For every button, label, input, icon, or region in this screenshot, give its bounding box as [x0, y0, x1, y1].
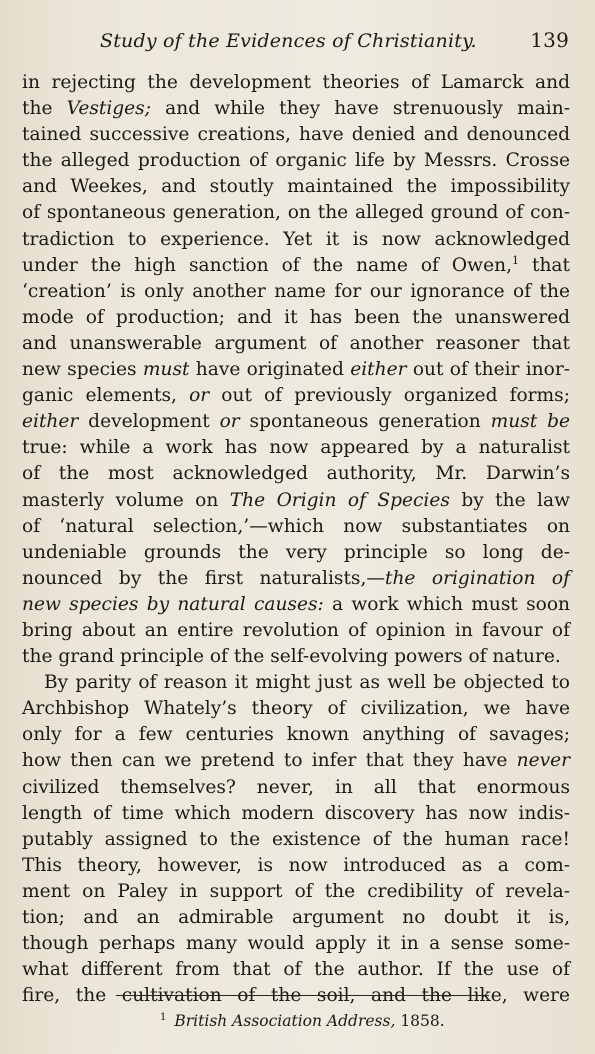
text-line — [22, 461, 570, 487]
text-line — [22, 383, 570, 409]
line-text: though perhaps many would apply it in a sense some- — [22, 933, 570, 955]
body-text — [22, 70, 570, 1009]
text-line — [22, 227, 570, 253]
line-text: fire, the cultivation of the soil, and the like, were — [22, 985, 570, 1007]
italic-text: the origination of — [384, 567, 570, 589]
line-text: the — [22, 98, 67, 120]
footnote-year: 1858. — [395, 1012, 445, 1030]
text-line — [22, 853, 570, 879]
line-text: tained successive creations, have denied and denounced — [22, 124, 570, 146]
italic-text: The Origin of Species — [229, 489, 450, 511]
line-text: the alleged production of organic life by Messrs. Crosse — [22, 150, 570, 172]
text-line — [22, 331, 570, 357]
text-line — [22, 879, 570, 905]
line-text: By parity of reason it might just as well be objected to — [44, 672, 570, 694]
running-head-title: Study of the Evidences of Christianity. — [100, 30, 477, 52]
text-line — [22, 96, 570, 122]
line-text: out of their inor- — [406, 359, 570, 381]
line-text: in rejecting the development theories of Lamarck and — [22, 72, 570, 93]
text-line — [22, 305, 570, 331]
line-text: length of time which modern discovery has now indis- — [22, 802, 570, 824]
text-line — [22, 357, 570, 383]
text-line — [22, 696, 570, 722]
italic-text: must — [142, 359, 190, 381]
line-text: mode of production; and it has been the unanswered — [22, 306, 570, 328]
text-line — [22, 174, 570, 200]
line-text: the grand principle of the self-evolving powers of nature. — [22, 646, 561, 668]
italic-text: either — [22, 411, 79, 433]
text-line — [22, 540, 570, 566]
text-line — [22, 827, 570, 853]
text-line — [22, 644, 570, 670]
line-text: masterly volume on — [22, 489, 230, 511]
italic-text: new species by natural causes: — [22, 593, 324, 615]
line-text: Archbishop Whately’s theory of civilization, we have — [22, 698, 570, 720]
text-line — [22, 514, 570, 540]
line-text: and unanswerable argument of another reasoner that — [22, 332, 570, 354]
text-line — [22, 409, 570, 435]
line-text: of ‘natural selection,’—which now substantiates on — [22, 515, 570, 537]
page-number: 139 — [530, 28, 569, 52]
line-text: have originated — [189, 359, 351, 381]
text-line — [22, 122, 570, 148]
text-line — [22, 670, 570, 696]
footnote-text: British Association Address, — [174, 1012, 396, 1030]
text-line — [22, 488, 570, 514]
line-text: civilized themselves? never, in all that enormous — [22, 776, 570, 798]
text-line — [22, 931, 570, 957]
italic-text: or — [219, 411, 240, 433]
line-text: nounced by the first naturalists,— — [22, 567, 385, 589]
footnote-marker: 1 — [160, 1011, 167, 1023]
line-text: This theory, however, is now introduced as a com- — [22, 854, 570, 876]
line-text: ment on Paley in support of the credibility of revela- — [22, 880, 570, 902]
line-text: of spontaneous generation, on the alleged ground of con- — [22, 202, 570, 224]
line-text: out of previously organized forms; — [209, 385, 570, 407]
text-line — [22, 148, 570, 174]
text-line — [22, 435, 570, 461]
line-text: spontaneous generation — [239, 411, 491, 433]
line-text: ‘creation’ is only another name for our ignorance of the — [22, 280, 570, 302]
italic-text: Vestiges; — [66, 98, 151, 120]
text-line — [22, 905, 570, 931]
line-text: tradiction to experience. Yet it is now acknowledged — [22, 228, 570, 250]
line-text: new species — [22, 359, 143, 381]
line-text: ganic elements, — [22, 385, 190, 407]
line-text: undeniable grounds the very principle so long de- — [22, 541, 570, 563]
italic-text: must be — [490, 411, 570, 433]
text-line — [22, 279, 570, 305]
text-line — [22, 748, 570, 774]
text-line — [22, 618, 570, 644]
line-text: by the law — [449, 489, 570, 511]
line-text: and Weekes, and stoutly maintained the impossibility — [22, 176, 570, 198]
line-text: tion; and an admirable argument no doubt it is, — [22, 907, 570, 928]
text-line — [22, 592, 570, 618]
text-line — [22, 722, 570, 748]
italic-text: either — [350, 359, 407, 381]
text-line — [22, 70, 570, 96]
line-text: development — [78, 411, 220, 433]
text-line — [22, 566, 570, 592]
footnote-rule — [116, 995, 489, 996]
text-line — [22, 957, 570, 983]
footnote — [160, 1012, 515, 1030]
line-text: what different from that of the author. If the use of — [22, 959, 570, 981]
footnote-reference: 1 — [511, 253, 519, 267]
italic-text: or — [189, 385, 210, 407]
line-text: how then can we pretend to infer that they have — [22, 750, 517, 772]
running-head — [100, 28, 569, 52]
text-line — [22, 253, 570, 279]
text-line — [22, 200, 570, 226]
line-text: of the most acknowledged authority, Mr. Darwin’s — [22, 463, 570, 485]
line-text: true: while a work has now appeared by a naturalist — [22, 437, 570, 459]
text-line — [22, 801, 570, 827]
line-text: and while they have strenuously main- — [151, 98, 570, 120]
line-text: under the high sanction of the name of Owen, — [22, 254, 512, 276]
line-text: bring about an entire revolution of opinion in favour of — [22, 619, 570, 641]
italic-text: never — [516, 750, 570, 772]
line-text: a work which must soon — [323, 593, 570, 615]
text-line — [22, 775, 570, 801]
line-text: only for a few centuries known anything of savages; — [22, 724, 570, 746]
text-line — [22, 983, 570, 1009]
line-text: putably assigned to the existence of the human race! — [22, 828, 570, 850]
line-text: that — [518, 254, 570, 276]
